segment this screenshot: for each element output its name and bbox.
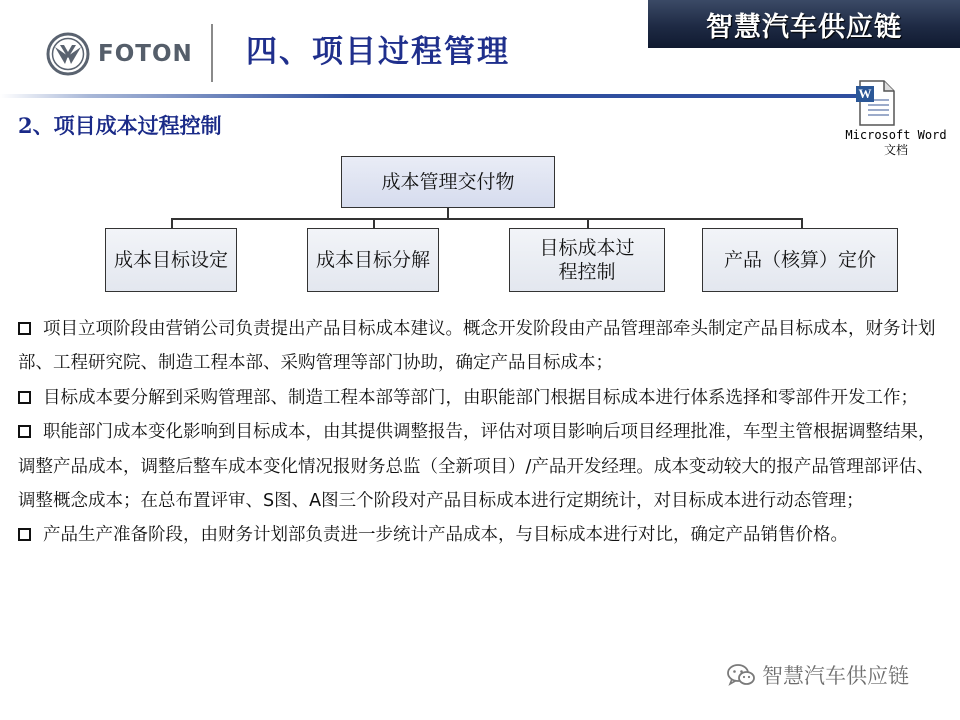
connector-child-1 <box>171 218 173 228</box>
square-bullet-icon <box>18 322 31 335</box>
bullet-text: 产品生产准备阶段，由财务计划部负责进一步统计产品成本，与目标成本进行对比，确定产品销售价格。 <box>43 525 848 546</box>
diagram-root-node <box>341 156 555 208</box>
diagram-node-process-control <box>509 228 665 292</box>
connector-horizontal <box>171 218 802 220</box>
connector-child-2 <box>373 218 375 228</box>
section-heading: 2、项目成本过程控制 <box>18 113 222 138</box>
bullet-list <box>18 312 948 553</box>
brand-banner-text: 智慧汽车供应链 <box>706 11 902 43</box>
title-rule <box>0 94 884 98</box>
header-divider <box>211 24 213 82</box>
word-document-icon <box>856 80 896 126</box>
bullet-text: 目标成本要分解到采购管理部、制造工程本部等部门，由职能部门根据目标成本进行体系选择和零部件开发工作； <box>43 387 918 408</box>
watermark-text: 智慧汽车供应链 <box>762 664 909 688</box>
diagram-node-target-setting <box>105 228 237 292</box>
node-label: 目标成本过程控制 <box>539 237 635 283</box>
page-title: 四、项目过程管理 <box>246 34 510 70</box>
foton-emblem-icon <box>46 32 90 76</box>
connector-child-4 <box>801 218 803 228</box>
wechat-icon <box>726 662 756 688</box>
node-label: 成本目标设定 <box>113 249 228 271</box>
connector-child-3 <box>587 218 589 228</box>
bullet-text: 职能部门成本变化影响到目标成本，由其提供调整报告，评估对项目影响后项目经理批准，车型主管根据调整结果，调整产品成本，调整后整车成本变化情况报财务总监（全新项目）/产品开发经理。成本变动较大的报产品管理部评估、调整概念成本；在总布置评审、S图、A图三个阶段对产品目标成本进行定期统计，对目标成本进行动态管理； <box>18 422 936 512</box>
node-label: 成本目标分解 <box>315 249 430 271</box>
foton-logo <box>46 32 193 76</box>
root-node-label: 成本管理交付物 <box>381 171 515 193</box>
caption-line-2: 文档 <box>883 143 908 157</box>
bullet-item <box>18 415 948 518</box>
logo-text: FOTON <box>98 41 193 67</box>
connector-root-down <box>447 208 449 218</box>
caption-line-1: Microsoft Word <box>845 128 947 142</box>
square-bullet-icon <box>18 425 31 438</box>
wechat-watermark <box>726 660 909 690</box>
svg-text:W: W <box>858 86 872 101</box>
bullet-item <box>18 312 948 381</box>
square-bullet-icon <box>18 391 31 404</box>
bullet-text: 项目立项阶段由营销公司负责提出产品目标成本建议。概念开发阶段由产品管理部牵头制定产品目标成本，财务计划部、工程研究院、制造工程本部、采购管理等部门协助，确定产品目标成本； <box>18 319 936 374</box>
node-label: 产品（核算）定价 <box>723 249 876 271</box>
word-attachment[interactable] <box>832 80 960 158</box>
diagram-node-pricing <box>702 228 898 292</box>
square-bullet-icon <box>18 528 31 541</box>
brand-banner <box>648 0 960 48</box>
bullet-item <box>18 381 948 415</box>
cost-deliverables-diagram <box>0 150 960 300</box>
bullet-item <box>18 518 948 552</box>
diagram-node-target-decomposition <box>307 228 439 292</box>
